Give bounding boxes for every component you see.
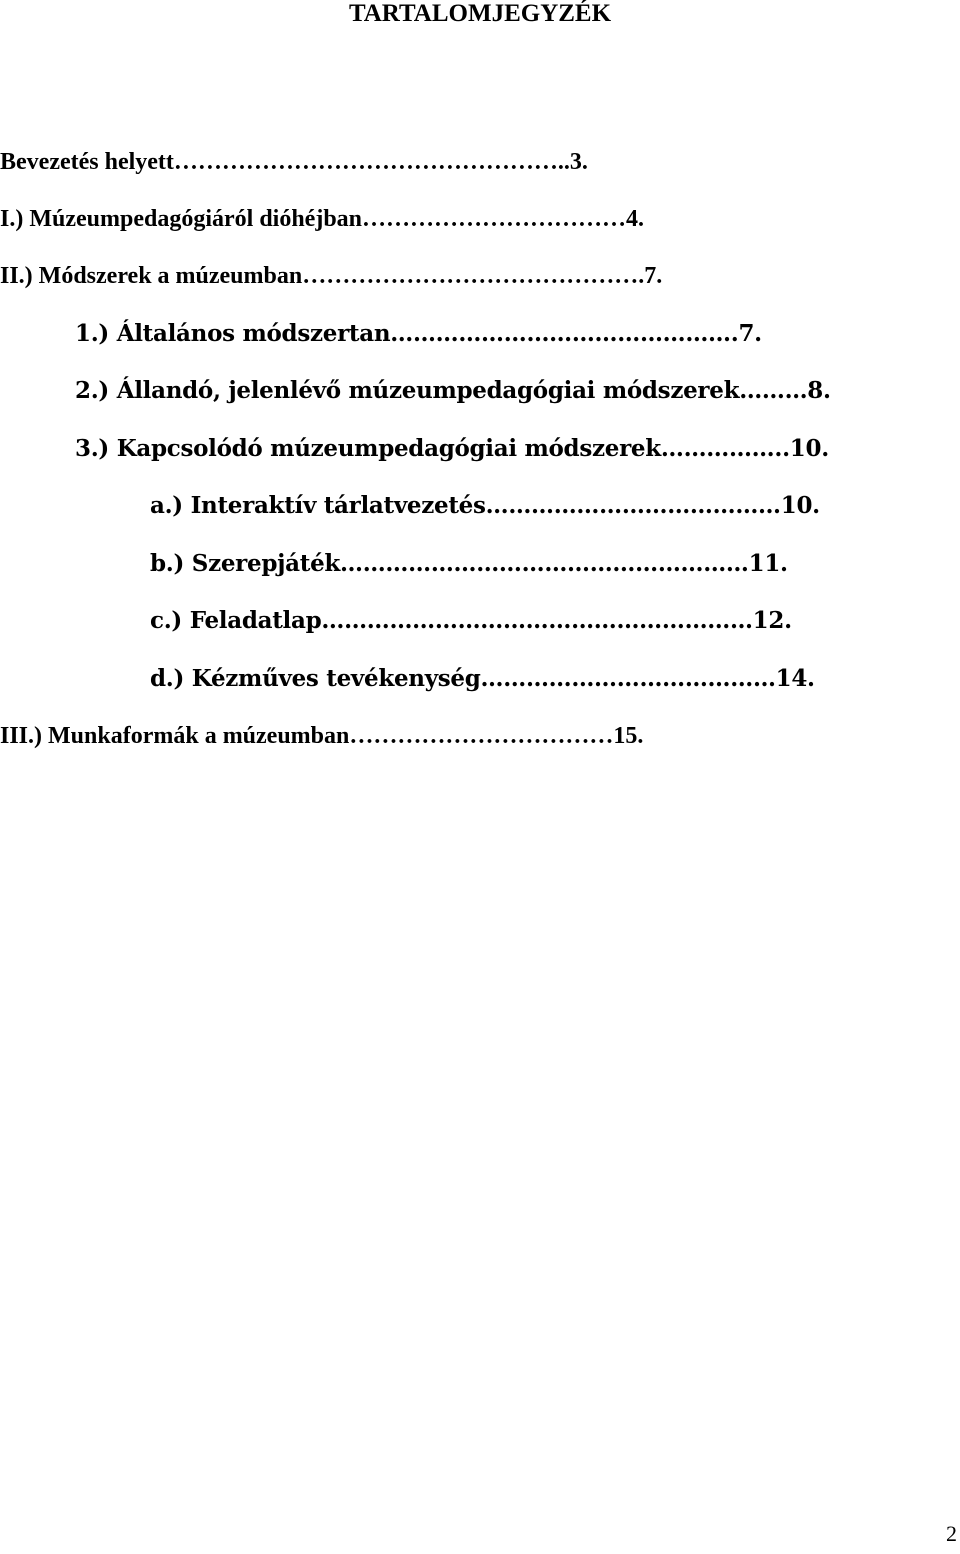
toc-entry-modszerek: II.) Módszerek a múzeumban…………………………………….7.	[0, 263, 663, 289]
toc-entry-allando-modszerek: 2.) Állandó, jelenlévő múzeumpedagógiai módszerek………8.	[75, 377, 831, 404]
toc-entry-feladatlap: c.) Feladatlap…………………………………………………12.	[150, 607, 792, 634]
toc-entry-munkaformak: III.) Munkaformák a múzeumban……………………………15.	[0, 723, 644, 749]
toc-entry-szerepjatek: b.) Szerepjáték………………………………………………11.	[150, 550, 788, 577]
toc-entry-kapcsolodo-modszerek: 3.) Kapcsolódó múzeumpedagógiai módszerek……………..10.	[75, 435, 829, 462]
page-title: TARTALOMJEGYZÉK	[348, 0, 612, 27]
toc-entry-interaktiv-tarlatvezetes: a.) Interaktív tárlatvezetés…………………………………10.	[150, 492, 820, 519]
toc-entry-muzeumpedagogiarol: I.) Múzeumpedagógiáról dióhéjban……………………………4.	[0, 206, 645, 232]
toc-entry-kezmuves-tevekenyseg: d.) Kézműves tevékenység…………………………………14.	[150, 665, 815, 692]
toc-entry-altalanos-modszertan: 1.) Általános módszertan……………………………………….7.	[75, 320, 762, 347]
page-number: 2	[946, 1521, 957, 1546]
toc-entry-bevezetes: Bevezetés helyett…………………………………………..3.	[0, 149, 588, 175]
